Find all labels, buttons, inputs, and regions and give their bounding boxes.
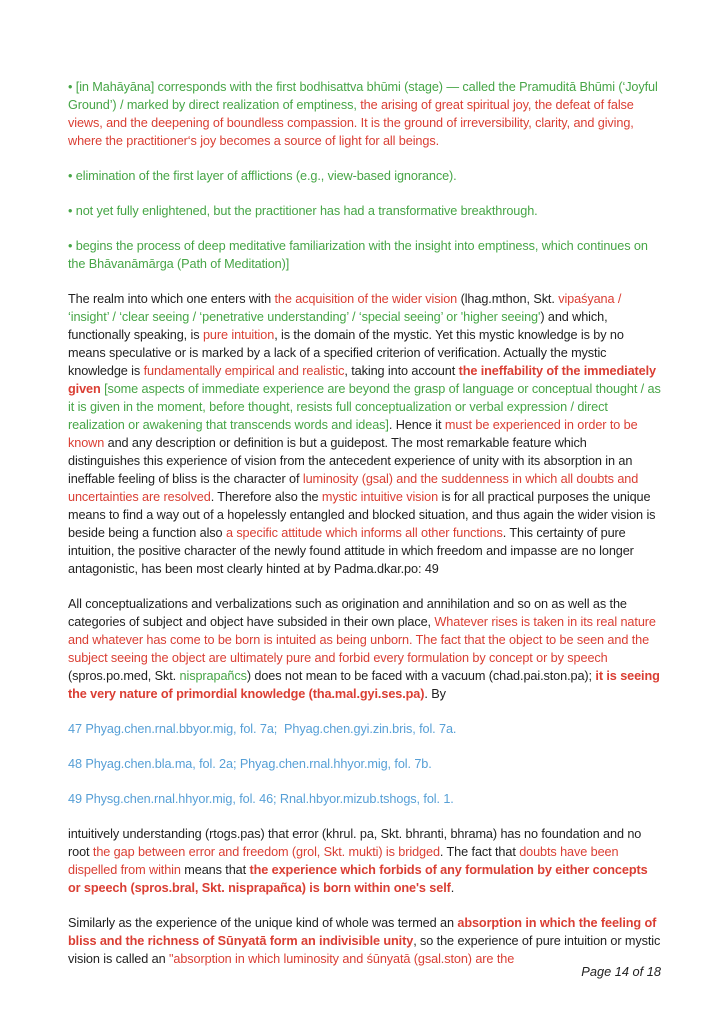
- text-segment-red: must be experienced in order to be known: [68, 418, 641, 450]
- text-segment-black: . By: [424, 687, 446, 701]
- paragraph-absorption: [68, 914, 662, 968]
- bullet-pramudita-bhumi: [68, 78, 662, 150]
- text-segment-red: doubts have been dispelled from within: [68, 845, 622, 877]
- bullet-transformative-breakthrough: [68, 202, 662, 220]
- text-segment-blue: 47 Phyag.chen.rnal.bbyor.mig, fol. 7a; Phyag.chen.gyi.zin.bris, fol. 7a.: [68, 722, 457, 736]
- text-segment-black: The realm into which one enters with: [68, 292, 275, 306]
- text-segment-red: vipaśyana /: [558, 292, 625, 306]
- paragraph-error-and-freedom: [68, 825, 662, 897]
- text-segment-black: (lhag.mthon, Skt.: [460, 292, 559, 306]
- text-segment-black: ) and which, functionally speaking, is: [68, 310, 611, 342]
- text-segment-redBold: absorption in which the feeling of bliss and the richness of Sūnyatā form an indivisible unity: [68, 916, 660, 948]
- text-segment-red: "absorption in which luminosity and śūnyatā (gsal.ston) are the: [168, 952, 515, 966]
- page-number: Page 14 of 18: [581, 964, 661, 979]
- text-segment-black: . Therefore also the: [210, 490, 322, 504]
- text-segment-black: means that: [184, 863, 250, 877]
- text-segment-black: , so the experience of pure intuition or mystic vision is called an: [68, 934, 664, 966]
- text-segment-blue: 49 Physg.chen.rnal.hhyor.mig, fol. 46; Rnal.hbyor.mizub.tshogs, fol. 1.: [68, 792, 454, 806]
- text-segment-red: Whatever rises is taken in its real nature and whatever has come to be born is intuited as being unborn. The fact that the object to be seen and the subject seeing the object are ultimately pure and forbid every formulation by concept or by speech: [68, 615, 660, 665]
- text-segment-black: , is the domain of the mystic. Yet this mystic knowledge is by no means speculative or is marked by a lack of a specified criterion of verification. Actually the mystic knowledge is: [68, 328, 628, 378]
- text-segment-black: . The fact that: [439, 845, 520, 859]
- text-segment-black: , taking into account: [344, 364, 459, 378]
- text-segment-black: intuitively understanding (rtogs.pas) that error (khrul. pa, Skt. bhranti, bhrama) has no foundation and no root: [68, 827, 645, 859]
- paragraph-wider-vision: [68, 290, 665, 578]
- bullet-elimination-afflictions: [68, 167, 662, 185]
- text-segment-black: (spros.po.med, Skt.: [68, 669, 180, 683]
- text-segment-redBold: the experience which forbids of any formulation by either concepts or speech (spros.bral, Skt. nisprapañca) is born within one's self: [68, 863, 651, 895]
- text-segment-green: • not yet fully enlightened, but the practitioner has had a transformative breakthrough.: [68, 204, 538, 218]
- paragraph-conceptualizations: [68, 595, 662, 703]
- text-segment-red: luminosity (gsal) and the suddenness in which all doubts and uncertainties are resolved: [68, 472, 642, 504]
- text-segment-blue: 48 Phyag.chen.bla.ma, fol. 2a; Phyag.chen.rnal.hhyor.mig, fol. 7b.: [68, 757, 432, 771]
- text-segment-red: mystic intuitive vision: [321, 490, 442, 504]
- document-body: [68, 78, 665, 985]
- text-segment-black: is for all practical purposes the unique means to find a way out of a hopelessly entangled and blocked situation, and thus again the wider vision is beside being a function also: [68, 490, 659, 540]
- footnote-49: [68, 790, 662, 808]
- text-segment-green: nisprapañcs: [179, 669, 247, 683]
- text-segment-green: • elimination of the first layer of afflictions (e.g., view-based ignorance).: [68, 169, 457, 183]
- text-segment-red: the arising of great spiritual joy, the defeat of false views, and the deepening of boundless compassion. It is the ground of irreversibility, clarity, and giving, where the practitioner‘s joy becomes a source of light for all beings.: [68, 98, 638, 148]
- text-segment-green: • begins the process of deep meditative familiarization with the insight into emptiness, which continues on the Bhāvanāmārga (Path of Meditation)]: [68, 239, 652, 271]
- text-segment-green: [some aspects of immediate experience are beyond the grasp of language or conceptual thought / as it is given in the moment, before thought, resists full conceptualization or verbal expression / direct realization or awakening that transcends words and ideas]: [68, 382, 665, 432]
- text-segment-black: Similarly as the experience of the unique kind of whole was termed an: [68, 916, 458, 930]
- footnote-47: [68, 720, 662, 738]
- text-segment-black: . This certainty of pure intuition, the positive character of the newly found attitude in which freedom and impasse are no longer antagonistic, has been most clearly hinted at by Padma.dkar.po: 49: [68, 526, 638, 576]
- text-segment-redBold: it is seeing the very nature of primordial knowledge (tha.mal.gyi.ses.pa): [68, 669, 664, 701]
- text-segment-green: • [in Mahāyāna] corresponds with the first bodhisattva bhūmi (stage) — called the Pramuditā Bhūmi (‘Joyful Ground’) / marked by direct realization of emptiness,: [68, 80, 662, 112]
- text-segment-black: and any description or definition is but a guidepost. The most remarkable feature which distinguishes this experience of vision from the antecedent experience of unity with its absorption in an ineffable feeling of bliss is the character of: [68, 436, 636, 486]
- text-segment-red: a specific attitude which informs all other functions: [225, 526, 503, 540]
- footnote-48: [68, 755, 662, 773]
- text-segment-red: pure intuition: [202, 328, 275, 342]
- text-segment-red: the gap between error and freedom (grol, Skt. mukti) is bridged: [92, 845, 440, 859]
- text-segment-black: ) does not mean to be faced with a vacuum (chad.pai.ston.pa);: [246, 669, 596, 683]
- text-segment-black: .: [450, 881, 455, 895]
- text-segment-black: All conceptualizations and verbalizations such as origination and annihilation and so on as well as the categories of subject and object have subsided in their own place,: [68, 597, 631, 629]
- text-segment-red: fundamentally empirical and realistic: [143, 364, 345, 378]
- text-segment-red: the acquisition of the wider vision: [274, 292, 461, 306]
- bullet-bhavanamarga: [68, 237, 662, 273]
- text-segment-green: ‘insight’ / ‘clear seeing / ‘penetrative understanding’ / ‘special seeing’ or 'higher seeing': [68, 310, 541, 324]
- text-segment-redBold: the ineffability of the immediately given: [68, 364, 660, 396]
- text-segment-black: . Hence it: [388, 418, 445, 432]
